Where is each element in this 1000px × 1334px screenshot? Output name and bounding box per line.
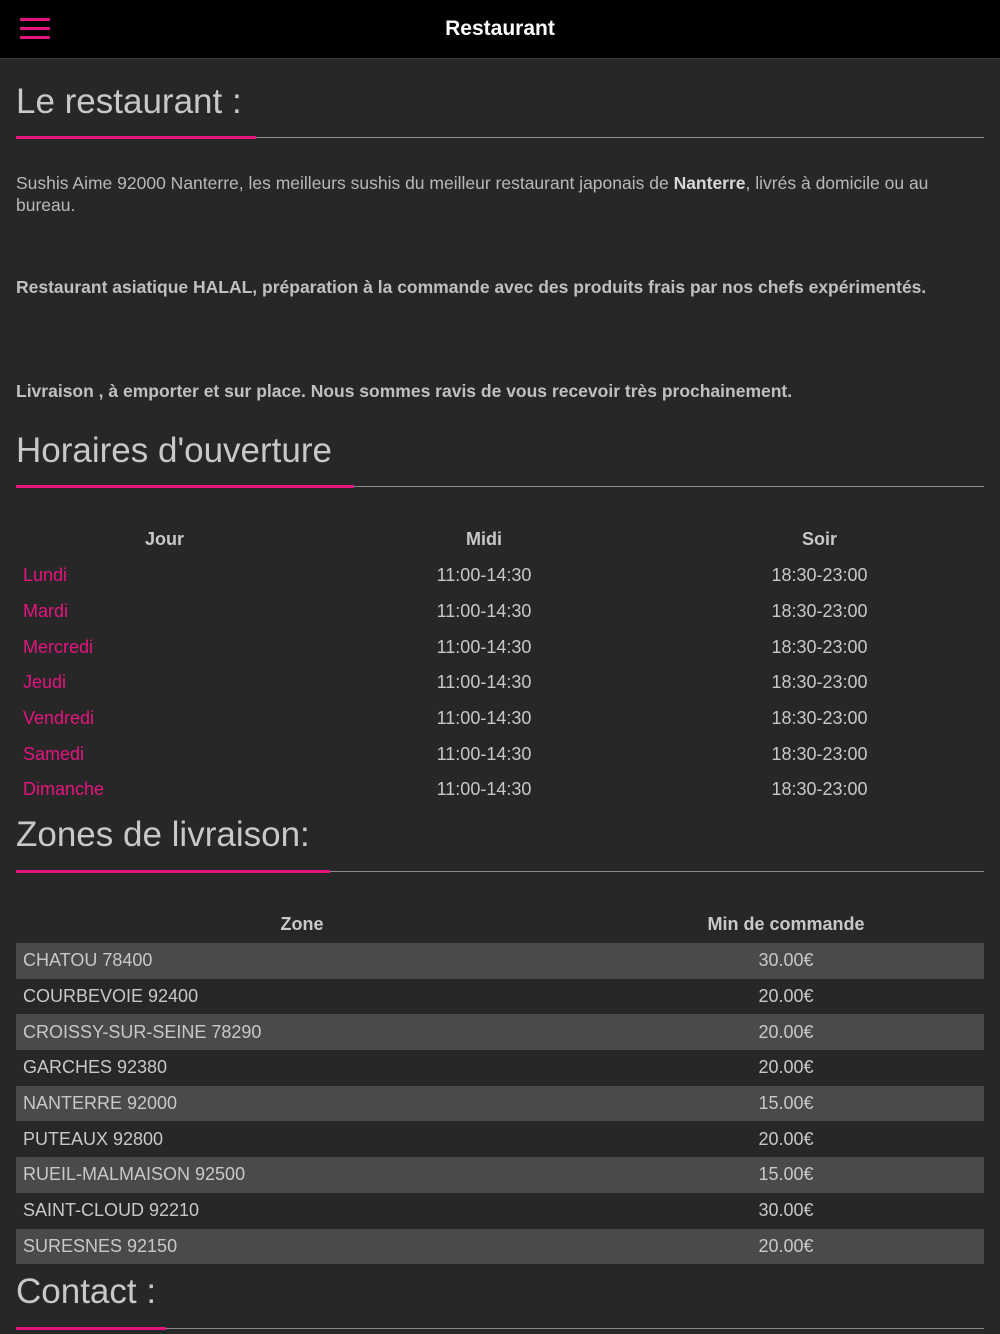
- zone-min-order: 30.00€: [758, 1200, 814, 1221]
- hours-evening: 18:30-23:00: [771, 636, 868, 657]
- hours-day: Samedi: [23, 743, 85, 764]
- hours-row: [16, 772, 984, 808]
- zone-name: COURBEVOIE 92400: [23, 986, 199, 1007]
- zone-min-order: 20.00€: [758, 986, 814, 1007]
- hours-divider: [16, 486, 984, 487]
- hours-day: Lundi: [23, 565, 68, 586]
- zone-min-order: 20.00€: [758, 1057, 814, 1078]
- hours-row: [16, 736, 984, 772]
- hours-noon: 11:00-14:30: [436, 636, 532, 657]
- zone-row: [16, 1014, 984, 1050]
- hours-section-title: Horaires d'ouverture: [16, 431, 332, 470]
- hours-noon: 11:00-14:30: [436, 779, 532, 800]
- about-paragraph-2: Restaurant asiatique HALAL, préparation à la commande avec des produits frais par nos chefs expérimentés.: [16, 277, 927, 297]
- about-paragraph-3: Livraison , à emporter et sur place. Nous sommes ravis de vous recevoir très prochainement.: [16, 381, 793, 401]
- zone-name: SURESNES 92150: [16, 1229, 588, 1265]
- hours-row: [16, 701, 984, 737]
- zone-min-order: 20.00€: [588, 1229, 984, 1265]
- zone-row: [16, 1157, 984, 1193]
- zone-min-order: 15.00€: [588, 1157, 984, 1193]
- page-title: Restaurant: [445, 17, 555, 40]
- hours-evening: 18:30-23:00: [771, 601, 868, 622]
- contact-section-title: Contact :: [16, 1272, 157, 1311]
- hours-evening: 18:30-23:00: [771, 743, 868, 764]
- zone-row: [16, 943, 984, 979]
- hours-noon: 11:00-14:30: [436, 743, 532, 764]
- hours-row: [16, 558, 984, 594]
- zone-row: [16, 1229, 984, 1265]
- hours-day: Dimanche: [23, 779, 105, 800]
- zone-min-order: 20.00€: [588, 1014, 984, 1050]
- hours-header-evening: Soir: [801, 528, 837, 549]
- zone-name: CROISSY-SUR-SEINE 78290: [16, 1014, 588, 1050]
- hours-row: [16, 594, 984, 630]
- zone-row: [16, 979, 984, 1015]
- hours-evening: 18:30-23:00: [771, 672, 868, 693]
- zone-min-order: 30.00€: [588, 943, 984, 979]
- zones-header-min: Min de commande: [707, 913, 865, 934]
- hours-evening: 18:30-23:00: [771, 565, 868, 586]
- zone-name: CHATOU 78400: [16, 943, 588, 979]
- about-section-title: Le restaurant :: [16, 82, 242, 121]
- hours-header-day: Jour: [144, 528, 184, 549]
- about-paragraph-1: Sushis Aime 92000 Nanterre, les meilleurs sushis du meilleur restaurant japonais de Nanterre, livrés à domicile ou au bureau.: [16, 173, 929, 215]
- hours-row: [16, 629, 984, 665]
- hours-table: [16, 520, 984, 808]
- hours-day: Vendredi: [23, 708, 95, 729]
- hours-header-noon: Midi: [466, 528, 502, 549]
- zone-row: [16, 1121, 984, 1157]
- zone-row: [16, 1050, 984, 1086]
- zones-section-title: Zones de livraison:: [16, 815, 310, 854]
- zones-header-row: [16, 905, 984, 943]
- zones-divider: [16, 871, 984, 872]
- hours-evening: 18:30-23:00: [771, 779, 868, 800]
- zones-header-zone: Zone: [280, 913, 324, 934]
- zones-table: [16, 905, 984, 1264]
- hours-row: [16, 665, 984, 701]
- zone-name: SAINT-CLOUD 92210: [23, 1200, 200, 1221]
- zone-name: PUTEAUX 92800: [23, 1128, 164, 1149]
- zone-row: [16, 1086, 984, 1122]
- hours-day: Jeudi: [23, 672, 67, 693]
- zone-name: RUEIL-MALMAISON 92500: [16, 1157, 588, 1193]
- hours-noon: 11:00-14:30: [436, 708, 532, 729]
- top-app-bar: [0, 0, 1000, 59]
- hours-day: Mercredi: [23, 636, 94, 657]
- zone-name: NANTERRE 92000: [16, 1086, 588, 1122]
- hours-header-row: [16, 520, 984, 558]
- hours-noon: 11:00-14:30: [436, 565, 532, 586]
- hours-noon: 11:00-14:30: [436, 672, 532, 693]
- hours-day: Mardi: [23, 601, 69, 622]
- hours-noon: 11:00-14:30: [436, 601, 532, 622]
- zone-name: GARCHES 92380: [23, 1057, 168, 1078]
- zone-min-order: 15.00€: [588, 1086, 984, 1122]
- hours-evening: 18:30-23:00: [771, 708, 868, 729]
- zone-min-order: 20.00€: [758, 1128, 814, 1149]
- zone-row: [16, 1193, 984, 1229]
- about-divider: [16, 137, 984, 138]
- contact-divider: [16, 1328, 984, 1329]
